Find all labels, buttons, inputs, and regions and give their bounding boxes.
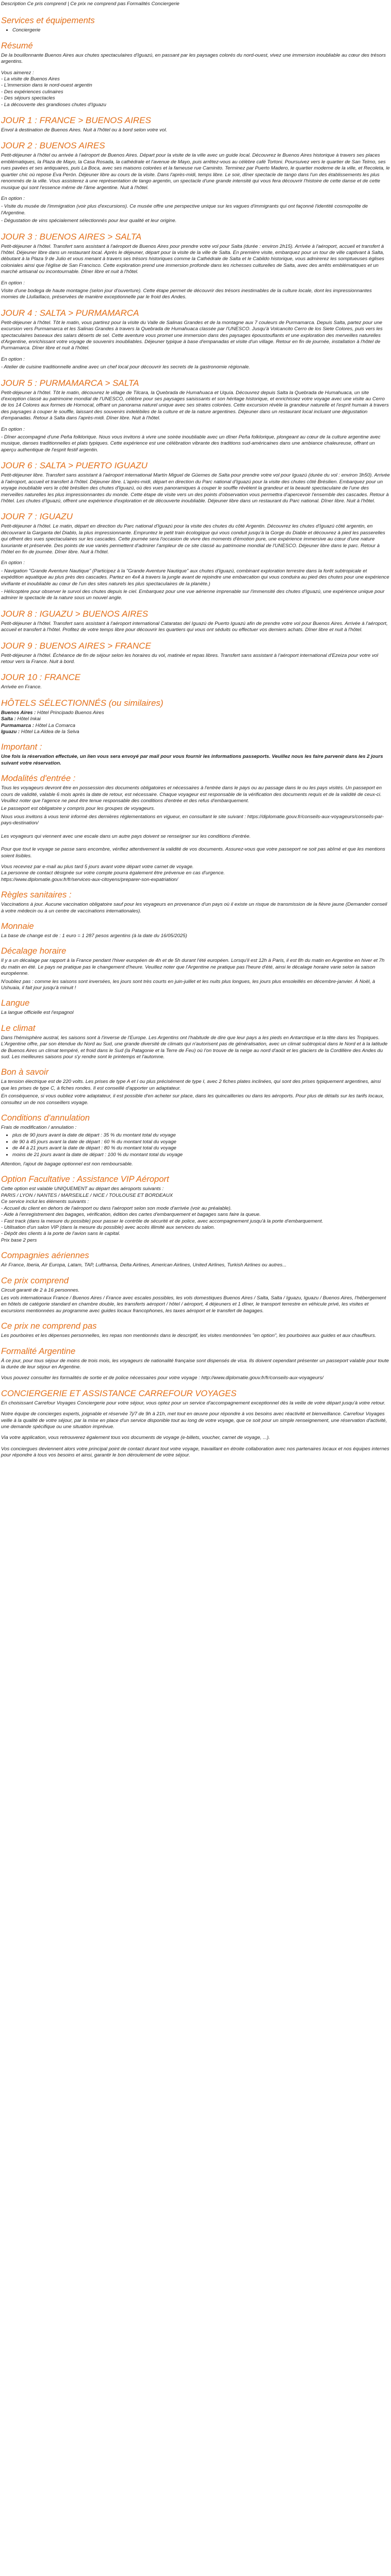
day-para: Arrivée en France. bbox=[1, 684, 42, 690]
important-title: Important : bbox=[1, 742, 42, 752]
prix-text2: Les vols internationaux France / Buenos Aires / France avec escales possibles, les vols domestiques Buenos Aires / Salta, Salta / Iguazu, Iguazu / Buenos Aires, l'hébergement en hôtels de catégorie standard en chambre double, les transferts aéroport / hôtel / aéroport, 4 déjeuners et 1 dîner, le transport terrestre en véhicule privé, les visites et excursions mentionnées au programme avec guides locaux francophones, les taxes aéroport et le transfert de bagages. bbox=[1, 1295, 386, 1314]
resume-bullet: - La visite de Buenos Aires bbox=[1, 76, 60, 82]
day-para: Petit-déjeuner à l'hôtel. Échéance de fin de séjour selon les horaires du vol, matinée et repas libres. Transfert sans assistant à l'aéroport international d'Ezeiza pour votre vol retour vers la France. Nuit à bord. bbox=[1, 652, 379, 665]
compagnies-title: Compagnies aériennes bbox=[1, 1250, 89, 1261]
day-title: JOUR 2 : BUENOS AIRES bbox=[1, 141, 105, 151]
asie-line: La personne de contact désignée sur votre compte pourra également être prévenue en cas d'urgence. bbox=[1, 870, 225, 876]
hotels-title: HÔTELS SÉLECTIONNÉS (ou similaires) bbox=[1, 698, 164, 708]
day-title: JOUR 3 : BUENOS AIRES > SALTA bbox=[1, 231, 142, 242]
modalites-para: Les voyageurs qui viennent avec une escale dans un autre pays doivent se renseigner sur les conditions d'entrée. bbox=[1, 833, 251, 839]
annulation-item: • plus de 90 jours avant la date de départ : 35 % du montant total du voyage bbox=[12, 1132, 390, 1139]
hotel-city: Iguazu : bbox=[1, 729, 20, 735]
day-para: Petit-déjeuner à l'hôtel. Le matin, départ en direction du Parc national d'Iguazú pour la visite des chutes du côté Argentin. Découvrez les chutes d'Iguazú côté argentin, en découvrant la Garganta del Diablo, la plus impressionnante. Empruntez le petit train écologique qui vous conduit jusqu'à la Gorge du Diable et découvrez à pied les passerelles qui offrent des vues spectaculaires sur les cascades. Cette journée sera l'occasion de vivre des moments d'émotion pure, une expérience immersive au cœur d'une nature luxuriante et préservée. Des points de vue variés permettent d'admirer l'ampleur de ce site classé au patrimoine mondial de l'UNESCO. Déjeuner libre dans le parc. Retour à l'hôtel en fin de journée. Dîner libre. Nuit à l'hôtel. bbox=[1, 523, 385, 555]
hotel-city: Purmamarca : bbox=[1, 722, 34, 728]
climat-text: Dans l'hémisphère austral, les saisons sont à l'inverse de l'Europe. Les Argentins ont l'habitude de dire que leur pays a les pieds en Antarctique et la tête dans les Tropiques. L'Argentine offre, par son étendue du Nord au Sud, une grande diversité de climats qui n'autorisent pas de généralisation, avec un climat subtropical dans le Nord et à la latitude de Buenos Aires un climat tempéré, et froid dans le Sud (la Patagonie et la Terre de Feu) où l'on trouve de la neige au nord d'août et les glaciers de la Cordillère des Andes du sud. Les meilleures saisons pour s'y rendre sont le printemps et l'automne. bbox=[1, 1035, 388, 1060]
resume-title: Résumé bbox=[1, 40, 33, 50]
prix-nc-text: Les pourboires et les dépenses personnelles, les repas non mentionnés dans le descriptif, les visites mentionnées "en option", les pourboires aux guides et aux chauffeurs. bbox=[1, 1333, 377, 1339]
hotel-city: Buenos Aires : bbox=[1, 709, 36, 716]
decalage-title: Décalage horaire bbox=[1, 946, 67, 956]
day-para: Petit-déjeuner libre. Transfert sans assistant à l'aéroport international Martín Miguel de Güemes de Salta pour prendre votre vol pour Iguazú (durée du vol : environ 3h50). Arrivée à l'aéroport, accueil et transfert à l'hôtel. Déjeuner libre. L'après-midi, départ en direction du Parc national d'Iguazú pour la visite des chutes côté Brésilien. Embarquez pour un voyage inoubliable vers le côté brésilien des chutes d'Iguazú, où des vues panoramiques à couper le souffle révèlent la grandeur et la beauté spectaculaire de l'une des merveilles naturelles les plus impressionnantes du monde. Cette étape de visite vers un des points d'observation vous permettra d'apercevoir l'ensemble des cascades. Retour à l'hôtel. Les chutes d'Iguazú, offrent une expérience d'exploration et de découverte inoubliable. Déjeuner libre dans un restaurant du Parc national. Dîner libre. Nuit à l'hôtel. bbox=[1, 472, 390, 504]
day-para: Petit-déjeuner à l'hôtel. Tôt le matin, découvrez le village de Tilcara, la Quebrada de Humahuaca et Uquía. Découvrez depuis Salta la Quebrada de Humahuaca, un site d'exception classé au patrimoine mondial de l'UNESCO, célèbre pour ses paysages saisissants et son héritage historique, et enrichissez votre voyage avec une visite au Cerro de los 14 Colores aux formes de Hornocal, offrant un panorama naturel unique avec ses strates colorées. Cette excursion révèle la grandeur naturelle et l'esprit humain à travers des paysages à couper le souffle, laissant des souvenirs indelébiles de la culture et de la nature argentines. Déjeuner dans un restaurant local incluant une dégustation d'empanadas. Retour à Salta dans l'après-midi. Dîner libre. Nuit à l'hôtel. bbox=[1, 389, 389, 421]
day-para: - Navigation "Grande Aventure Nautique" (Participez à la "Grande Aventure Nautique" aux chutes d'Iguazú, combinant exploration terrestre dans la forêt subtropicale et expédition aquatique au plus près des cascades. Partez en 4x4 à travers la jungle avant de rejoindre une embarcation qui vous conduira au pied des chutes pour une expérience vivifiante et inoubliable au cœur de l'un des sites naturels les plus spectaculaires de la planète.) bbox=[1, 568, 389, 587]
decalage-text: Il y a un décalage par rapport à la France pendant l'hiver européen de 4h et de 5h durant l'été européen. Lorsqu'il est 12h à Paris, il est 8h du matin en Argentine en hiver et 7h du matin en été. Le pays ne pratique pas le changement d'heure. Veuillez noter que l'Argentine ne pratique pas l'heure d'été, ainsi le décalage horaire varie selon la saison européenne. bbox=[1, 958, 385, 977]
annulation-item: • de 90 à 45 jours avant la date de départ : 60 % du montant total du voyage bbox=[12, 1139, 390, 1145]
resume-text: De la bouillonnante Buenos Aires aux chutes spectaculaires d'Iguazú, en passant par les paysages colorés du nord-ouest, vivez une immersion inoubliable au cœur des trésors argentins. bbox=[1, 52, 386, 65]
services-title: Services et équipements bbox=[1, 15, 95, 26]
hotel-line bbox=[1, 729, 390, 735]
assistance-line: - Dépôt des clients à la porte de l'avion sans le capital. bbox=[1, 1231, 121, 1237]
day-para: - Hélicoptère pour observer le survol des chutes depuis le ciel. Embarquez pour une vue aérienne imprenable sur l'immensité des chutes d'Iguazú, une expérience unique pour admirer le spectacle de la nature sous un nouvel angle. bbox=[1, 588, 385, 601]
day-title: JOUR 1 : FRANCE > BUENOS AIRES bbox=[1, 115, 151, 126]
annulation-item: • moins de 21 jours avant la date de départ : 100 % du montant total du voyage bbox=[12, 1152, 390, 1158]
prix-text: Circuit garanti de 2 à 16 personnes. bbox=[1, 1287, 79, 1293]
resume-bullet: - Des séjours spectacles bbox=[1, 95, 55, 101]
important-text: Une fois la réservation effectuée, un lien vous sera envoyé par mail pour vous fournir les informations passeports. Veuillez nous les faire parvenir dans les 2 jours suivant votre réservation. bbox=[1, 754, 383, 766]
conciergerie-text2: Notre équipe de concierges experts, joignable et réservée 7j/7 de 9h à 21h, met tout en œuvre pour répondre à vos besoins avec réactivité et bienveillance. Carrefour Voyages veille à la qualité de votre séjour, par la mise en place d'un service disponible tout au long de votre voyage, que ce soit pour un simple renseignement, une réservation d'activité, une demande spécifique ou une situation imprévue. bbox=[1, 1411, 387, 1430]
day-option-label: En option : bbox=[1, 426, 25, 432]
hotel-line bbox=[1, 710, 390, 716]
day-para: Envol à destination de Buenos Aires. Nuit à l'hôtel ou à bord selon votre vol. bbox=[1, 127, 167, 133]
sanitaires-text: Vaccinations à jour. Aucune vaccination obligatoire sauf pour les voyageurs en provenance d'un pays où il existe un risque de transmission de la fièvre jaune (Demander conseil à votre médecin ou à un centre de vaccinations internationales). bbox=[1, 902, 387, 914]
hotel-name: Hôtel Inkai bbox=[17, 716, 41, 722]
bon-a-savoir-title: Bon à savoir bbox=[1, 1067, 49, 1077]
day-para: Petit-déjeuner à l'hôtel. Transfert sans assistant à l'aéroport de Buenos Aires pour prendre votre vol pour Salta (durée : environ 2h15). Arrivée à l'aéroport, accueil et transfert à l'hôtel. Déjeuner libre dans un restaurant local. Après le déjeuner, départ pour la visite de la ville de Salta. En première visite, embarquez pour un tour de ville captivant à Salta, débutant à la Plaza 9 de Julio et vous menant à travers ses trésors historiques comme la Cathédrale de Salta et le Cabildo historique, vous admirerez les somptueuses églises coloniales ainsi que l'église de San Francisco. Cette exploration prend une immersion profonde dans les richesses culturelles de Salta, avec des arrêts emblématiques et un marché artisanal ou incontournable. Dîner libre et nuit à l'hôtel. bbox=[1, 243, 384, 275]
day-para: - Dégustation de vins spécialement sélectionnés pour leur qualité et leur origine. bbox=[1, 218, 177, 224]
annulation-attention: Attention, l'ajout de bagage optionnel est non remboursable. bbox=[1, 1161, 133, 1167]
modalites-para: Tous les voyageurs devront être en possession des documents obligatoires et nécessaires à l'entrée dans le pays ou au passage dans le ou les pays visités. Un passeport en cours de validité, valable 6 mois après la date de retour, est nécessaire. Chaque voyageur est responsable de la vérification des documents requis et de la validité de ceux-ci. Veuillez noter que l'agence ne peut être tenue responsable des conditions d'entrée et des refus d'embarquement. bbox=[1, 785, 382, 804]
sanitaires-title: Règles sanitaires : bbox=[1, 890, 72, 900]
resume-bullet: - Des expériences culinaires bbox=[1, 89, 63, 95]
conciergerie-text: En choisissant Carrefour Voyages Conciergerie pour votre séjour, vous optez pour un service d'accompagnement exceptionnel dès la veille de votre départ jusqu'à votre retour. bbox=[1, 1400, 386, 1406]
assistance-lines bbox=[1, 1186, 390, 1244]
modalites-para: Le passeport est obligatoire y compris pour les groupes de voyageurs. bbox=[1, 806, 155, 812]
conciergerie-text3: Via votre application, vous retrouverez également tous vos documents de voyage (e-billets, voucher, carnet de voyage, ...). bbox=[1, 1435, 270, 1441]
climat-title: Le climat bbox=[1, 1023, 36, 1033]
langue-text: La langue officielle est l'espagnol bbox=[1, 1010, 74, 1016]
day-option-label: En option : bbox=[1, 560, 25, 566]
asie-para: Pour que tout le voyage se passe sans encombre, vérifiez attentivement la validité de vos documents. Assurez-vous que votre passeport ne soit pas abîmé et que les mentions soient lisibles. bbox=[1, 846, 385, 859]
monnaie-text: La base de change est de : 1 euro = 1 287 pesos argentins (à la date du 16/05/2025) bbox=[1, 933, 187, 939]
prix-nc-title: Ce prix ne comprend pas bbox=[1, 1321, 97, 1331]
day-para: - Atelier de cuisine traditionnelle andine avec un chef local pour découvrir les secrets de la gastronomie régionale. bbox=[1, 364, 250, 370]
vous-aimerez-label: Vous aimerez : bbox=[1, 70, 34, 76]
formalite-text: À ce jour, pour tous séjour de moins de trois mois, les voyageurs de nationalité française sont dispensés de visa. Ils doivent cependant présenter un passeport valable pour toute la durée de leur séjour en Argentine. bbox=[1, 1358, 389, 1370]
monnaie-title: Monnaie bbox=[1, 921, 34, 931]
asie-lines bbox=[1, 864, 390, 883]
hotel-name: Hôtel La Comarca bbox=[35, 722, 75, 728]
hotel-name: Hôtel Principado Buenos Aires bbox=[37, 709, 104, 716]
day-para: Petit-déjeuner à l'hôtel ou arrivée à l'aéroport de Buenos Aires. Départ pour la visite de la ville avec un guide local. Découvrez le Buenos Aires historique à travers ses places emblématiques, la Plaza de Mayo, la Casa Rosada, la cathédrale et l'avenue de Mayo, puis arrêtez-vous au célèbre café Tortoni. Poursuivez vers le quartier de San Telmo, ses rues pavées et ses antiquaires, puis La Boca, avec ses maisons colorées et la fameuse rue Caminito. Terminez par Puerto Madero, le quartier moderne de la ville, et Recoleta, le quartier chic où repose Eva Perón. Déjeuner libre au cours de la visite. Dans l'après-midi, temps libre. Le soir, dîner spectacle de tango dans l'un des établissements les plus renommés de la ville. Vous assisterez à une représentation de tango argentin, un spectacle d'une grande intensité qui vous fera découvrir l'histoire de cette danse et de cette musique qui sont l'essence même de l'âme argentine. Nuit à l'hôtel. bbox=[1, 152, 390, 191]
assistance-line: Prix base 2 pers bbox=[1, 1237, 37, 1243]
assistance-line: Cette option est valable UNIQUEMENT au départ des aéroports suivants : bbox=[1, 1186, 164, 1192]
formalite-text2: Vous pouvez consulter les formalités de sortie et de police nécessaires pour votre voyage : http://www.diplomatie.gouv.fr/fr/conseils-aux-voyageurs/ bbox=[1, 1375, 323, 1381]
description-line: Description Ce pris comprend | Ce prix ne comprend pas Formalités Conciergerie bbox=[1, 1, 180, 7]
annulation-list bbox=[1, 1132, 390, 1158]
services-list bbox=[1, 27, 390, 33]
day-title: JOUR 10 : FRANCE bbox=[1, 672, 80, 683]
annulation-title: Conditions d'annulation bbox=[1, 1113, 90, 1123]
resume-bullet: - L'immersion dans le nord-ouest argentin bbox=[1, 82, 92, 89]
bon-a-savoir-text2: En conséquence, si vous oubliez votre adaptateur, il est possible d'en acheter sur place, dans les quincailleries ou dans les aéroports. Pour plus de détails sur les tarifs locaux, consultez un de nos conseillers voyage. bbox=[1, 1093, 384, 1106]
assistance-line: PARIS / LYON / NANTES / MARSEILLE / NICE / TOULOUSE ET BORDEAUX bbox=[1, 1192, 173, 1198]
decalage-text2: N'oubliez pas : comme les saisons sont inversées, les jours sont très courts en juin-juillet et les nuits plus longues, les jours plus ensoleillés en décembre-janvier. À Noël, à Ushuaia, il fait jour jusqu'à minuit ! bbox=[1, 978, 376, 991]
hotel-line bbox=[1, 716, 390, 722]
day-para: Petit-déjeuner à l'hôtel. Tôt le matin, vous partirez pour la visite du Valle de Salinas Grandes et de la montagne aux 7 couleurs de Purmamarca. Depuis Salta, partez pour une excursion vers Purmamarca et les Salinas Grandes à travers la Quebrada de Humahuaca classée par l'UNESCO. Jusqu'à Volcancito Cerro de los Siete Colores, puis vers les spectaculaires baseaux des salars déserts de sel. Cette aventure vous promet une immersion dans des paysages époustouflants et une exploration des merveilles naturelles d'Argentine, enrichissant votre voyage de souvenirs inoubliables. Déjeuner typique à base d'empanadas et visite d'un village. Retour en fin de journée, installation à l'hôtel de Purmamarca. Dîner libre et nuit à l'hôtel. bbox=[1, 319, 383, 351]
assistance-line: - Fast track (dans la mesure du possible) pour passer le contrôle de sécurité et de police, avec accompagnement jusqu'à la porte d'embarquement. bbox=[1, 1218, 323, 1224]
day-title: JOUR 6 : SALTA > PUERTO IGUAZU bbox=[1, 461, 148, 471]
day-title: JOUR 5 : PURMAMARCA > SALTA bbox=[1, 378, 139, 388]
conciergerie-title: CONCIERGERIE ET ASSISTANCE CARREFOUR VOYAGES bbox=[1, 1388, 237, 1398]
compagnies-text: Air France, Iberia, Air Europa, Latam, TAP, Lufthansa, Delta Airlines, American Airlines, United Airlines, Turkish Airlines ou autres... bbox=[1, 1262, 287, 1268]
day-para: Visite d'une bodega de haute montagne (selon jour d'ouverture). Cette étape permet de découvrir des trésors inestimables de la culture locale, dont les impressionnantes momies de Llullaillaco, préservées de manière exceptionnelle par le froid des Andes. bbox=[1, 287, 372, 300]
prix-title: Ce prix comprend bbox=[1, 1275, 69, 1285]
modalites-title: Modalités d'entrée : bbox=[1, 773, 76, 784]
hotel-line bbox=[1, 723, 390, 729]
langue-title: Langue bbox=[1, 998, 30, 1008]
day-title: JOUR 7 : IGUAZU bbox=[1, 512, 73, 522]
assistance-line: - Utilisation d'un salon VIP (dans la mesure du possible) avec accès illimité aux services du salon. bbox=[1, 1224, 215, 1230]
formalite-title: Formalité Argentine bbox=[1, 1346, 76, 1356]
day-para: - Dîner accompagné d'une Peña folklorique. Nous vous invitons à vivre une soirée inoubliable avec un dîner Peña folklorique, plongeant au cœur de la culture argentine avec musique, danses traditionnelles et plats typiques. Cette expérience est une célébration vibrante des traditions sud-américaines dans une ambiance chaleureuse, offrant un aperçu authentique de l'esprit festif argentin. bbox=[1, 434, 381, 453]
resume-bullet: - La découverte des grandioses chutes d'Iguazu bbox=[1, 101, 106, 108]
assistance-line: - Accueil du client en dehors de l'aéroport ou dans l'aéroport selon son mode d'arrivée (voir au préalable). bbox=[1, 1205, 232, 1211]
day-title: JOUR 8 : IGUAZU > BUENOS AIRES bbox=[1, 608, 149, 619]
resume-bullets bbox=[1, 70, 390, 108]
day-option-label: En option : bbox=[1, 356, 25, 362]
assistance-title: Option Facultative : Assistance VIP Aéroport bbox=[1, 1174, 169, 1184]
hotel-name: Hôtel La Aldea de la Selva bbox=[21, 729, 79, 735]
services-item: • Conciergerie bbox=[12, 27, 390, 33]
day-para: Petit-déjeuner à l'hôtel. Transfert sans assistant à l'aéroport international Cataratas del Iguazú de Puerto Iguazú afin de prendre votre vol pour Buenos Aires. Arrivée à l'aéroport, accueil et transfert à l'hôtel. Profitez de votre temps libre pour découvrir les quartiers qui vous ont séduits ou effectuer vos derniers achats. Dîner libre et nuit à l'hôtel. bbox=[1, 620, 388, 633]
day-option-label: En option : bbox=[1, 195, 25, 201]
conciergerie-text4: Vos conciergues deviennent alors votre principal point de contact durant tout votre voyage, travaillant en étroite collaboration avec nos partenaires locaux et nos équipes internes pour répondre à tous vos besoins et ainsi, garantir le bon déroulement de votre séjour. bbox=[1, 1446, 389, 1459]
assistance-line: Ce service inclut les éléments suivants : bbox=[1, 1199, 89, 1205]
annulation-frais: Frais de modification / annulation : bbox=[1, 1125, 77, 1131]
annulation-item: • de 44 à 21 jours avant la date de départ : 80 % du montant total du voyage bbox=[12, 1145, 390, 1151]
bon-a-savoir-text: La tension électrique est de 220 volts. Les prises de type A et I ou plus précisément de type I, avec 2 fiches plates inclinées, qui sont des prises typiquement argentines, ainsi que les prises de type C, à fiches rondes. Il est conseillé d'apporter un adaptateur. bbox=[1, 1079, 381, 1091]
hotel-city: Salta : bbox=[1, 716, 16, 722]
asie-link[interactable]: https://www.diplomatie.gouv.fr/fr/services-aux-citoyens/preparer-son-expatriation/ bbox=[1, 876, 178, 883]
day-title: JOUR 4 : SALTA > PURMAMARCA bbox=[1, 308, 139, 318]
modalites-para: Nous vous invitons à vous tenir informé des dernières réglementations en vigueur, en consultant le site suivant : https://diplomatie.gouv.fr/conseils-aux-voyageurs/conseils-par-pays-destination/ bbox=[1, 814, 384, 826]
hotels-list bbox=[1, 710, 390, 736]
asie-line: Vous recevrez par e-mail au plus tard 5 jours avant votre départ votre carnet de voyage. bbox=[1, 863, 194, 870]
assistance-line: - Aide à l'enregistrement des bagages, vérification, édition des cartes d'embarquement et bagages sans faire la queue. bbox=[1, 1212, 261, 1218]
day-para: - Visite du musée de l'immigration (voir plus d'excursions). Ce musée offre une perspective unique sur les vagues d'immigrants qui ont façonné l'identité cosmopolite de l'Argentine. bbox=[1, 204, 368, 216]
day-option-label: En option : bbox=[1, 280, 25, 286]
day-title: JOUR 9 : BUENOS AIRES > FRANCE bbox=[1, 640, 151, 651]
